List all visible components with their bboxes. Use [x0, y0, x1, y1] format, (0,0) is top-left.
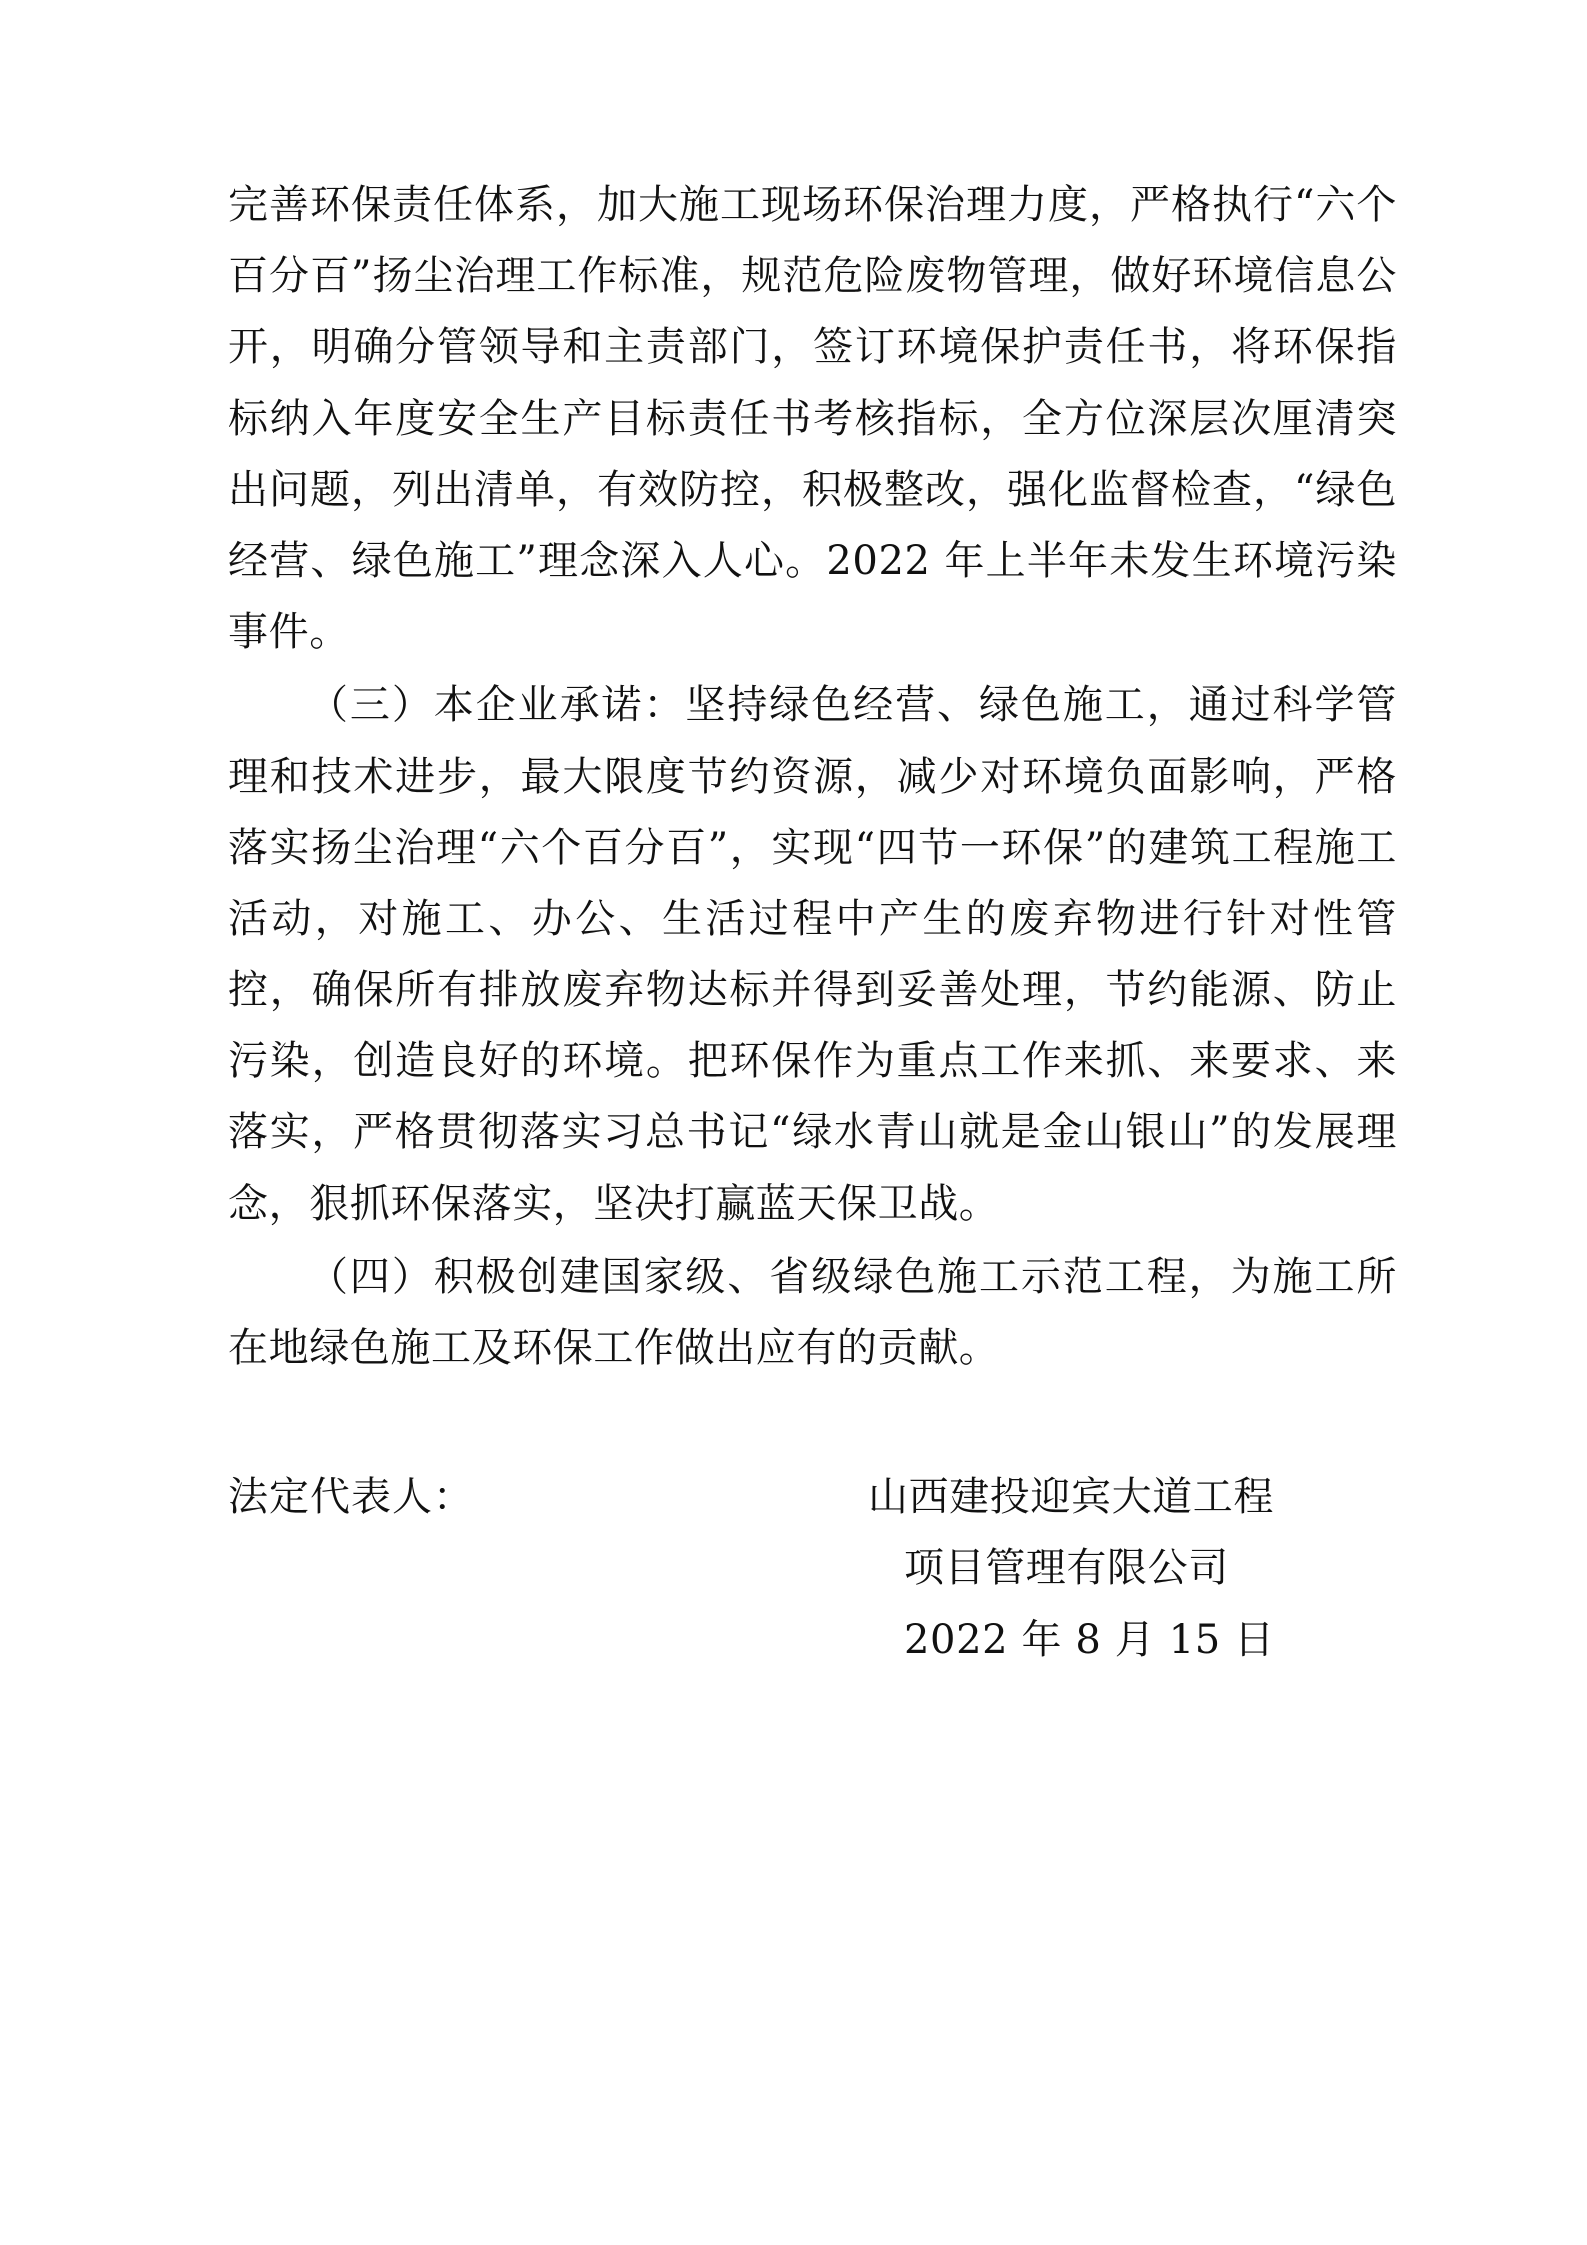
paragraph-environmental-responsibility: 完善环保责任体系，加大施工现场环保治理力度，严格执行“六个百分百”扬尘治理工作标准，规范危险废物管理，做好环境信息公开，明确分管领导和主责部门，签订环境保护责任书，将环保指标纳入年度安全生产目标责任书考核指标，全方位深层次厘清突出问题，列出清单，有效防控，积极整改，强化监督检查，“绿色经营、绿色施工”理念深入人心。2022 年上半年未发生环境污染事件。	[228, 182, 1397, 656]
signature-date: 2022 年 8 月 15 日	[904, 1616, 1275, 1663]
legal-representative-label: 法定代表人：	[228, 1474, 474, 1521]
company-name-line-1: 山西建投迎宾大道工程	[868, 1474, 1274, 1521]
company-name-line-2: 项目管理有限公司	[904, 1545, 1229, 1592]
signature-right-column	[868, 1462, 1397, 1676]
signature-block	[228, 1462, 1397, 1722]
paragraph-company-commitment: （三）本企业承诺：坚持绿色经营、绿色施工，通过科学管理和技术进步，最大限度节约资源，减少对环境负面影响，严格落实扬尘治理“六个百分百”，实现“四节一环保”的建筑工程施工活动，对施工、办公、生活过程中产生的废弃物进行针对性管控，确保所有排放废弃物达标并得到妥善处理，节约能源、防止污染，创造良好的环境。把环保作为重点工作来抓、来要求、来落实，严格贯彻落实习总书记“绿水青山就是金山银山”的发展理念，狠抓环保落实，坚决打赢蓝天保卫战。	[228, 682, 1397, 1227]
document-body	[228, 170, 1397, 1722]
paragraph-green-demonstration-project: （四）积极创建国家级、省级绿色施工示范工程，为施工所在地绿色施工及环保工作做出应有的贡献。	[228, 1253, 1397, 1371]
